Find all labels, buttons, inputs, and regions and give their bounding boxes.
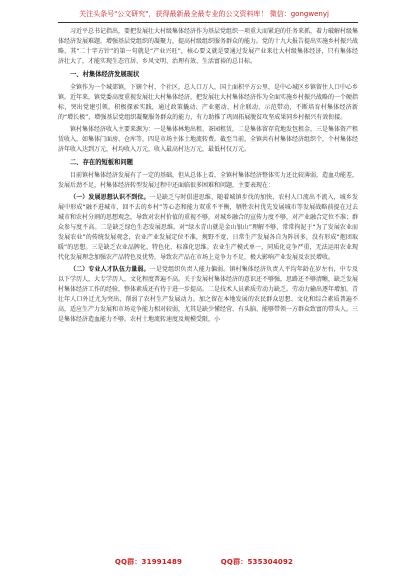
- subsection-1-text: 一是缺乏与时俱进思维、随着城镇步伐的加快，农村人口流出不流入，城乡发展中形成“融不进城市，回不去的乡村”等心态和能力双重不平衡，牺牲农村优先发展城市等发展战略前提在过去城市和农村分割的思想观念，导致对农村价值的重视不够，对城乡融合的宣传力度不够，对产业融合定位不准；群众参与度不高。二是缺乏绿色生态发展思维。对“绿水青山就是金山银山”理解不够，常常拘泥于“为了发展农业而发展农业”的传统发展观念，农业产业发展定位不准，规野不宽，日常生产发展各自为阵居多，没有形成“抱团取暖”的思想。三是缺乏农业品牌化、特色化、标准化思维。农业生产模式单一，同质化竞争严重，无法运用农业现代化发展理念加强农产品特色及优势，导致农产品在市场上竞争力不足，极大影响产业发展及农民增收。: [58, 194, 359, 261]
- section-1-paragraph-1: 全镇作为一个城郊镇，下辖个村、个社区，总人口万人，国土面积平方公里，是中心城区乡镇留住人口中心乡镇。近年来，镇党委高度重视发展壮大村集体经济，把发展壮大村集体经济作为全面实施乡村振兴战略的一个硬指标，突出党建引领，积极探索实践，通过政策撬动、产业驱动、村企联动、示范带动，不断培育村集体经济新的“增长极”，增强基层党组织凝聚服务群众的能力，有力助推了巩固拓展脱贫攻坚成果同乡村振兴有效衔接。: [58, 84, 359, 121]
- subsection-2-paragraph: [58, 265, 358, 325]
- subsection-2-heading: （二）专业人才队伍力量弱。: [70, 266, 150, 273]
- subsection-1-paragraph: [58, 193, 358, 263]
- footer-qq-group-2: QQ群：535304092: [220, 558, 294, 566]
- section-2-paragraph-1: 目前镇村集体经济发展有了一定的基础，但从总体上看，全镇村集体经济整体实力还比较薄弱，造血功能差，发展后劲不足，村集体经济转型发展过程中还面临很多困难和问题，主要表现在：: [58, 172, 359, 189]
- top-banner: 关注头条号"公文研究"，获得最新最全最专业的公文资料库！ 微信：gongwenyj: [79, 10, 329, 18]
- footer: [0, 557, 408, 567]
- subsection-1-heading: （一）发展思想认识不到位。: [70, 194, 150, 201]
- footer-qq-group-1: QQ群：31991489: [114, 558, 183, 566]
- section-2-heading: 二、存在的短板和问题: [70, 159, 133, 166]
- section-1-paragraph-2: 镇村集体经济收入主要来源为：一是集体林地出租、茶园租赁，二是集体留存荒地发包租金，三是集体资产租赁收入，如集体门面房、仓库等，四是市场主体土地流转费。截至当前，全镇共有村集体经济组织个，个村集体经济年收入达到万元，村均收入万元，收入最高村达万元，最低村仅万元。: [58, 126, 359, 153]
- intro-paragraph: 习近平总书记指出，要把发展壮大村级集体经济作为基层党组织一项重大而紧迫的任务来抓，着力破解村级集体经济发展难题，增强基层党组织的凝聚力，提高村级组织服务群众的能力。党的十九大报告提出实施乡村振兴战略，其“二十字方针”的第一句就是“产业兴旺”，核心要义就是要通过发展产业来壮大村级集体经济，只有集体经济壮大了，才能实现生态宜居、乡风文明、治理有效、生活富裕的总目标。: [58, 28, 359, 65]
- subsection-2-text: 一是党组织负责人能力偏弱。镇村集体经济负责人平均年龄在岁左右，中专及以下学历人，大专学历人，文化程度普遍不高。关于发展村集体经济的意识还不够强，思路还不够清晰，缺乏发展村集体经济工作的经验，整体素质还有待于进一步提高。二是技术人员素质劳动力缺乏。劳动力输出逐年增加，青壮年人口外迁尤为突出，削弱了农村生产发展动力。加之留在本地发展的农民群众思想、文化和综合素质普遍不高，适应生产力发展和市场竞争能力相对较弱，尤其是缺少懂经营、有头脑、能够带领一方群众致富的带头人。三是集体经济造血能力不够。农村土地流转速度及规模受限，小: [58, 266, 359, 323]
- section-1-heading: 一、村集体经济发展现状: [70, 71, 140, 78]
- document-body: [58, 27, 358, 327]
- header-divider: [58, 22, 358, 23]
